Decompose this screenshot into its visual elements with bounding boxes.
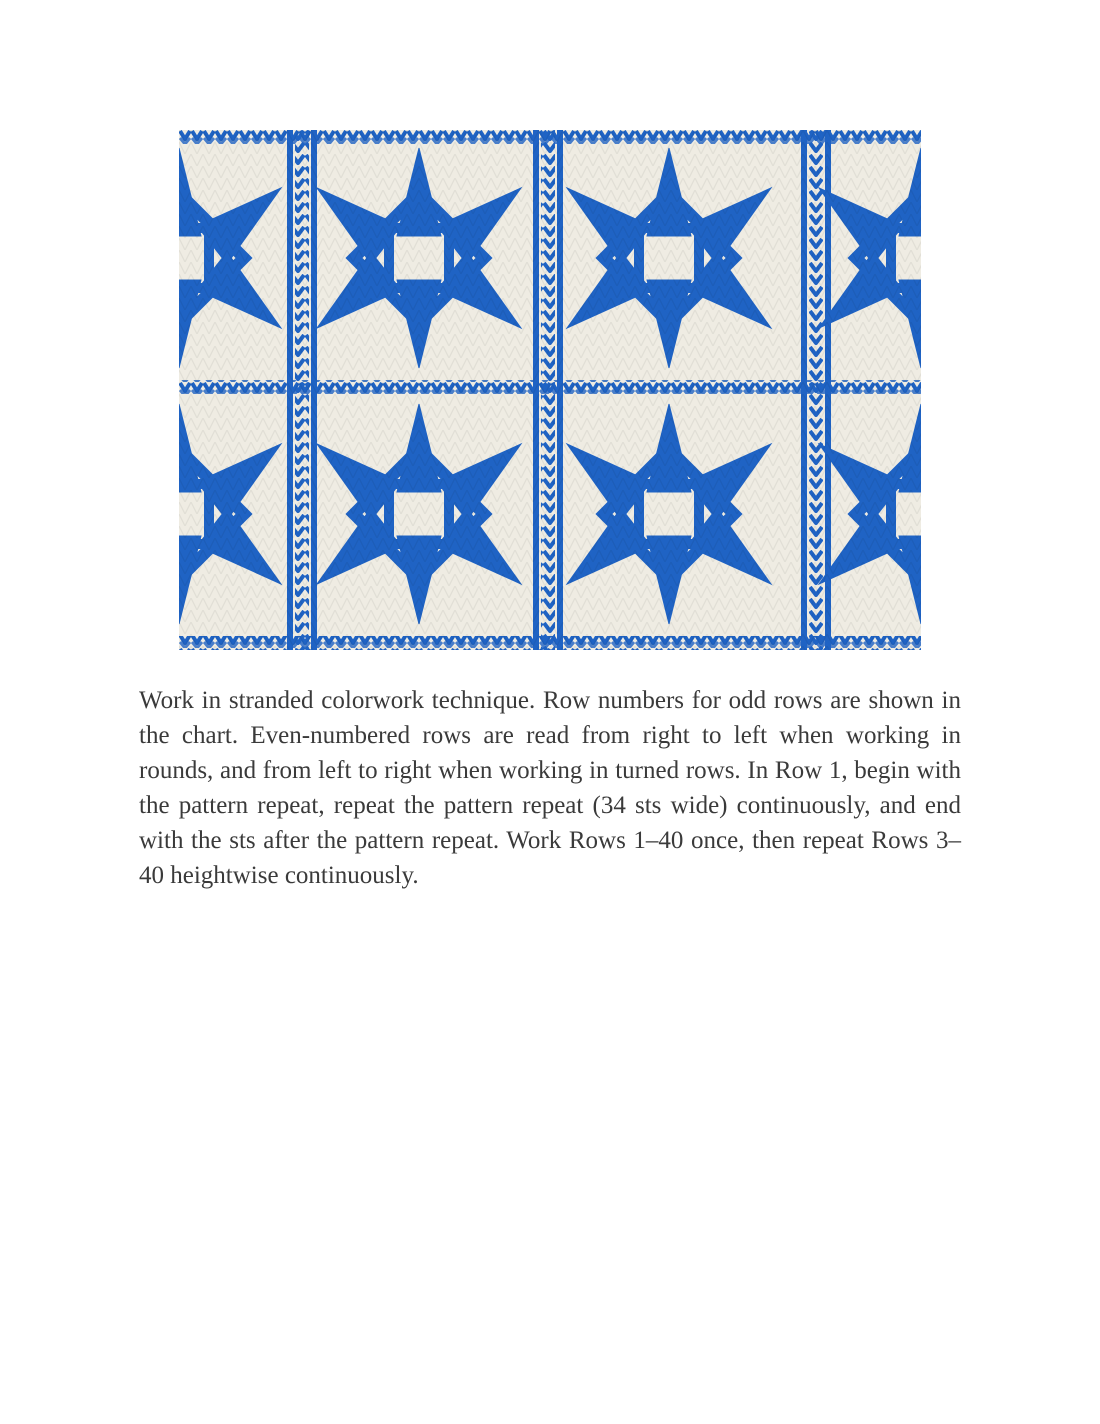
knitting-swatch-photo <box>179 130 921 650</box>
instructions-paragraph: Work in stranded colorwork technique. Row numbers for odd rows are shown in the chart. Even-numbered rows are read from right to left when working in rounds, and from left to right when working in turned rows. In Row 1, begin with the pattern repeat, repeat the pattern repeat (34 sts wide) continuously, and end with the sts after the pattern repeat. Work Rows 1–40 once, then repeat Rows 3–40 heightwise continuously. <box>139 687 961 889</box>
swatch-illustration <box>179 130 921 650</box>
knit-texture-overlay <box>179 130 921 650</box>
